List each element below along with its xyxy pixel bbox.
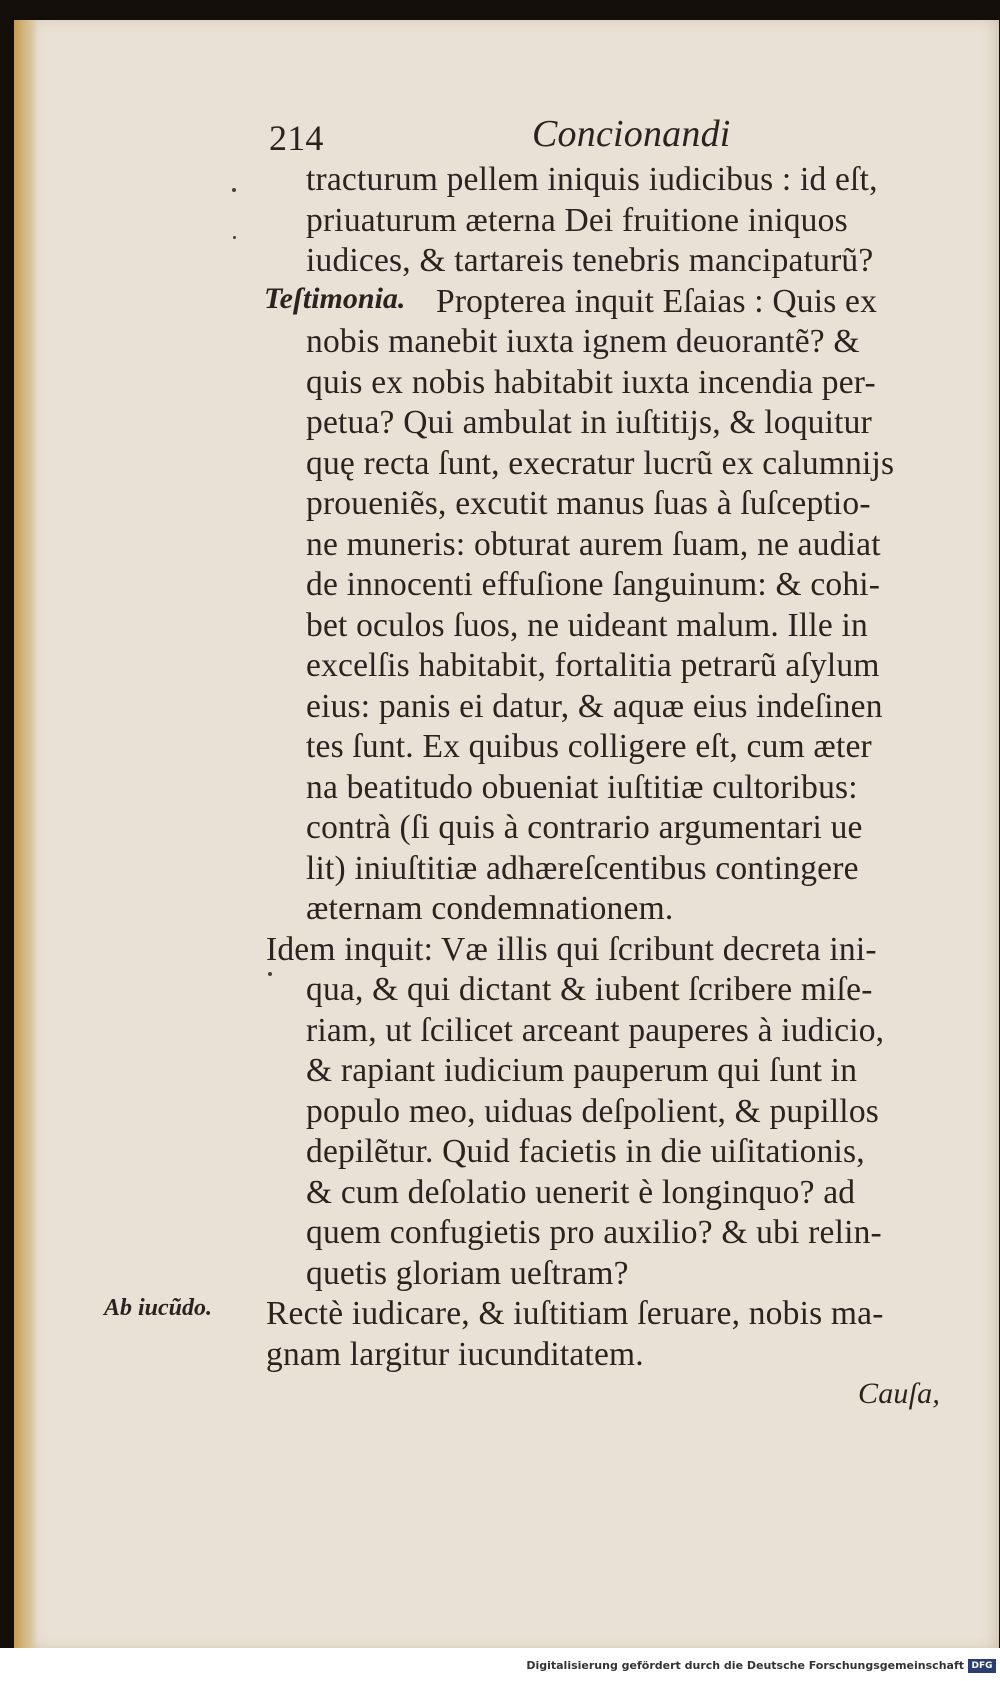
text-line: riam, ut ſcilicet arceant pauperes à iudicio, xyxy=(306,1011,885,1049)
text-line: æternam condemnationem. xyxy=(306,890,674,927)
text-line: quę recta ſunt, execratur lucrũ ex calumnijs xyxy=(306,444,895,482)
text-line: quem confugietis pro auxilio? & ubi relin- xyxy=(306,1214,882,1251)
text-line: contrà (ſi quis à contrario argumentari ue xyxy=(306,809,863,846)
footer-credit: Digitalisierung gefördert durch die Deutsche Forschungsgemeinschaft xyxy=(526,1659,964,1672)
text-line: lit) iniuſtitiæ adhæreſcentibus contingere xyxy=(306,849,859,887)
text-line: eius: panis ei datur, & aquæ eius indeſinen xyxy=(306,687,883,725)
running-title: Concionandi xyxy=(532,113,731,155)
text-line: qua, & qui dictant & iubent ſcribere miſe- xyxy=(306,971,873,1008)
page-spine-shadow xyxy=(14,20,38,1648)
body-text xyxy=(266,160,966,1375)
text-line: Idem inquit: Væ illis qui ſcribunt decreta ini- xyxy=(266,930,877,968)
text-line: quis ex nobis habitabit iuxta incendia per- xyxy=(306,363,876,401)
catchword: Cauſa, xyxy=(858,1377,941,1410)
text-line: Propterea inquit Eſaias : Quis ex xyxy=(436,282,878,320)
text-line: na beatitudo obueniat iuſtitiæ cultoribus: xyxy=(306,768,858,806)
margin-note-ab-iucundo: Ab iucũdo. xyxy=(104,1295,213,1321)
text-line: ne muneris: obturat aurem ſuam, ne audiat xyxy=(306,525,881,563)
text-line: excelſis habitabit, fortalitia petrarũ aſylum xyxy=(306,647,880,684)
digitization-footer xyxy=(0,1656,1000,1676)
text-line: quetis gloriam ueſtram? xyxy=(306,1254,629,1292)
text-line: Rectè iudicare, & iuſtitiam ſeruare, nobis ma- xyxy=(266,1295,884,1332)
dfg-logo-icon: DFG xyxy=(968,1659,996,1673)
ink-speck xyxy=(232,188,236,192)
text-line: iudices, & tartareis tenebris mancipaturũ? xyxy=(306,242,874,279)
ink-speck xyxy=(233,236,236,239)
text-line: priuaturum æterna Dei fruitione iniquos xyxy=(306,201,848,239)
ink-speck xyxy=(268,972,272,976)
text-line: petua? Qui ambulat in iuſtitijs, & loquitur xyxy=(306,404,872,441)
text-line: tes ſunt. Ex quibus colligere eſt, cum æter xyxy=(306,728,872,765)
page-number: 214 xyxy=(269,118,324,158)
text-line: gnam largitur iucunditatem. xyxy=(266,1335,644,1373)
text-line: bet oculos ſuos, ne uideant malum. Ille in xyxy=(306,606,868,644)
text-line: & cum deſolatio uenerit è longinquo? ad xyxy=(306,1173,856,1211)
text-line: populo meo, uiduas deſpolient, & pupillos xyxy=(306,1092,880,1130)
margin-note-testimonia: Teſtimonia. xyxy=(264,282,406,315)
text-line: proueniẽs, excutit manus ſuas à ſuſceptio- xyxy=(306,485,871,522)
text-line: nobis manebit iuxta ignem deuorantẽ? & xyxy=(306,323,860,360)
text-line: depilẽtur. Quid facietis in die uiſitationis, xyxy=(306,1133,865,1170)
text-line: tracturum pellem iniquis iudicibus : id eſt, xyxy=(306,161,878,198)
text-line: & rapiant iudicium pauperum qui ſunt in xyxy=(306,1052,858,1089)
text-line: de innocenti effuſione ſanguinum: & cohi- xyxy=(306,566,881,603)
